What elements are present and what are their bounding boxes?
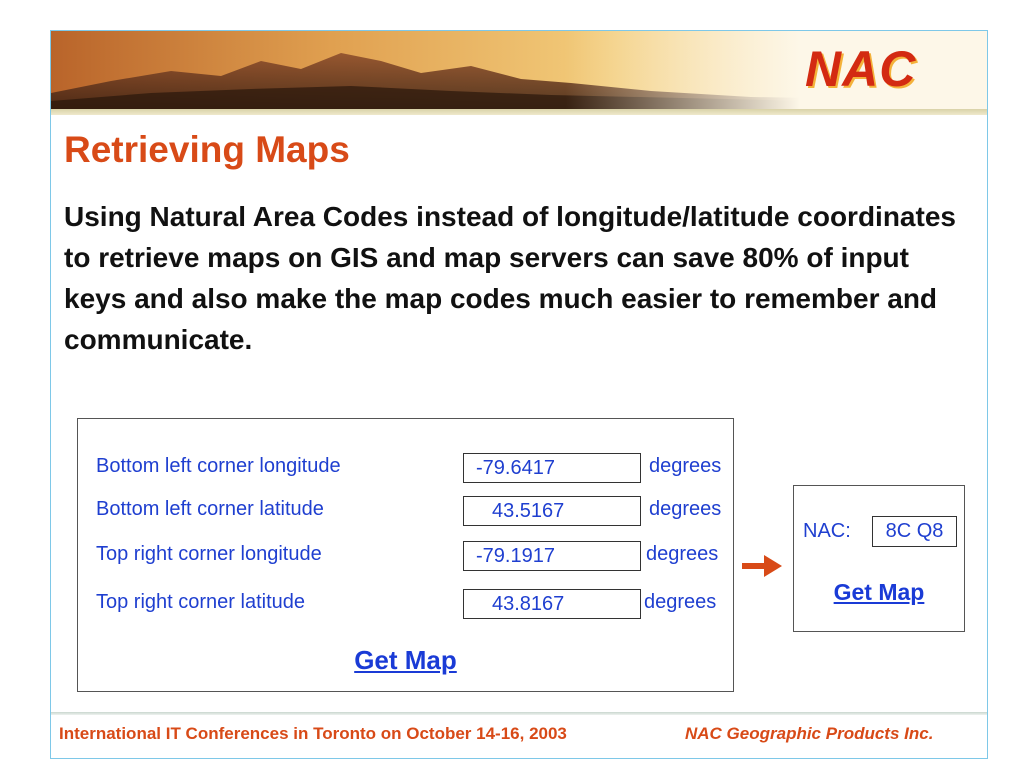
unit-label: degrees	[649, 498, 722, 520]
footer-event-text: International IT Conferences in Toronto on October 14-16, 2003	[59, 724, 567, 743]
footer-divider	[51, 712, 987, 715]
unit-label: degrees	[646, 543, 719, 565]
field-label: Top right corner latitude	[96, 591, 306, 613]
field-label: Bottom left corner longitude	[96, 455, 341, 477]
footer-company-text: NAC Geographic Products Inc.	[685, 724, 934, 743]
form-row-bl-latitude	[96, 496, 736, 526]
unit-label: degrees	[649, 455, 722, 477]
bl-latitude-input[interactable]: 43.5167	[463, 496, 641, 526]
right-arrow-icon	[742, 555, 782, 577]
unit-label: degrees	[644, 591, 717, 613]
field-label: Bottom left corner latitude	[96, 498, 324, 520]
page-title: Retrieving Maps	[64, 129, 350, 170]
form-row-tr-longitude	[96, 541, 736, 571]
tr-latitude-input[interactable]: 43.8167	[463, 589, 641, 619]
get-map-button[interactable]: Get Map	[354, 645, 457, 675]
nac-label: NAC:	[803, 520, 851, 542]
tr-longitude-input[interactable]: -79.1917	[463, 541, 641, 571]
nac-input[interactable]: 8C Q8	[872, 516, 957, 547]
banner-divider	[51, 109, 987, 115]
nac-logo: NAC	[805, 41, 917, 97]
field-label: Top right corner longitude	[96, 543, 322, 565]
form-row-bl-longitude	[96, 453, 736, 483]
form-row-tr-latitude	[96, 589, 736, 619]
nac-get-map-button[interactable]: Get Map	[833, 579, 925, 605]
nac-form	[793, 485, 965, 632]
bl-longitude-input[interactable]: -79.6417	[463, 453, 641, 483]
coordinate-form	[77, 418, 734, 692]
intro-paragraph: Using Natural Area Codes instead of longitude/latitude coordinates to retrieve maps on GIS and map servers can save 80% of input keys and also make the map codes much easier to remember and communicate.	[64, 201, 956, 355]
